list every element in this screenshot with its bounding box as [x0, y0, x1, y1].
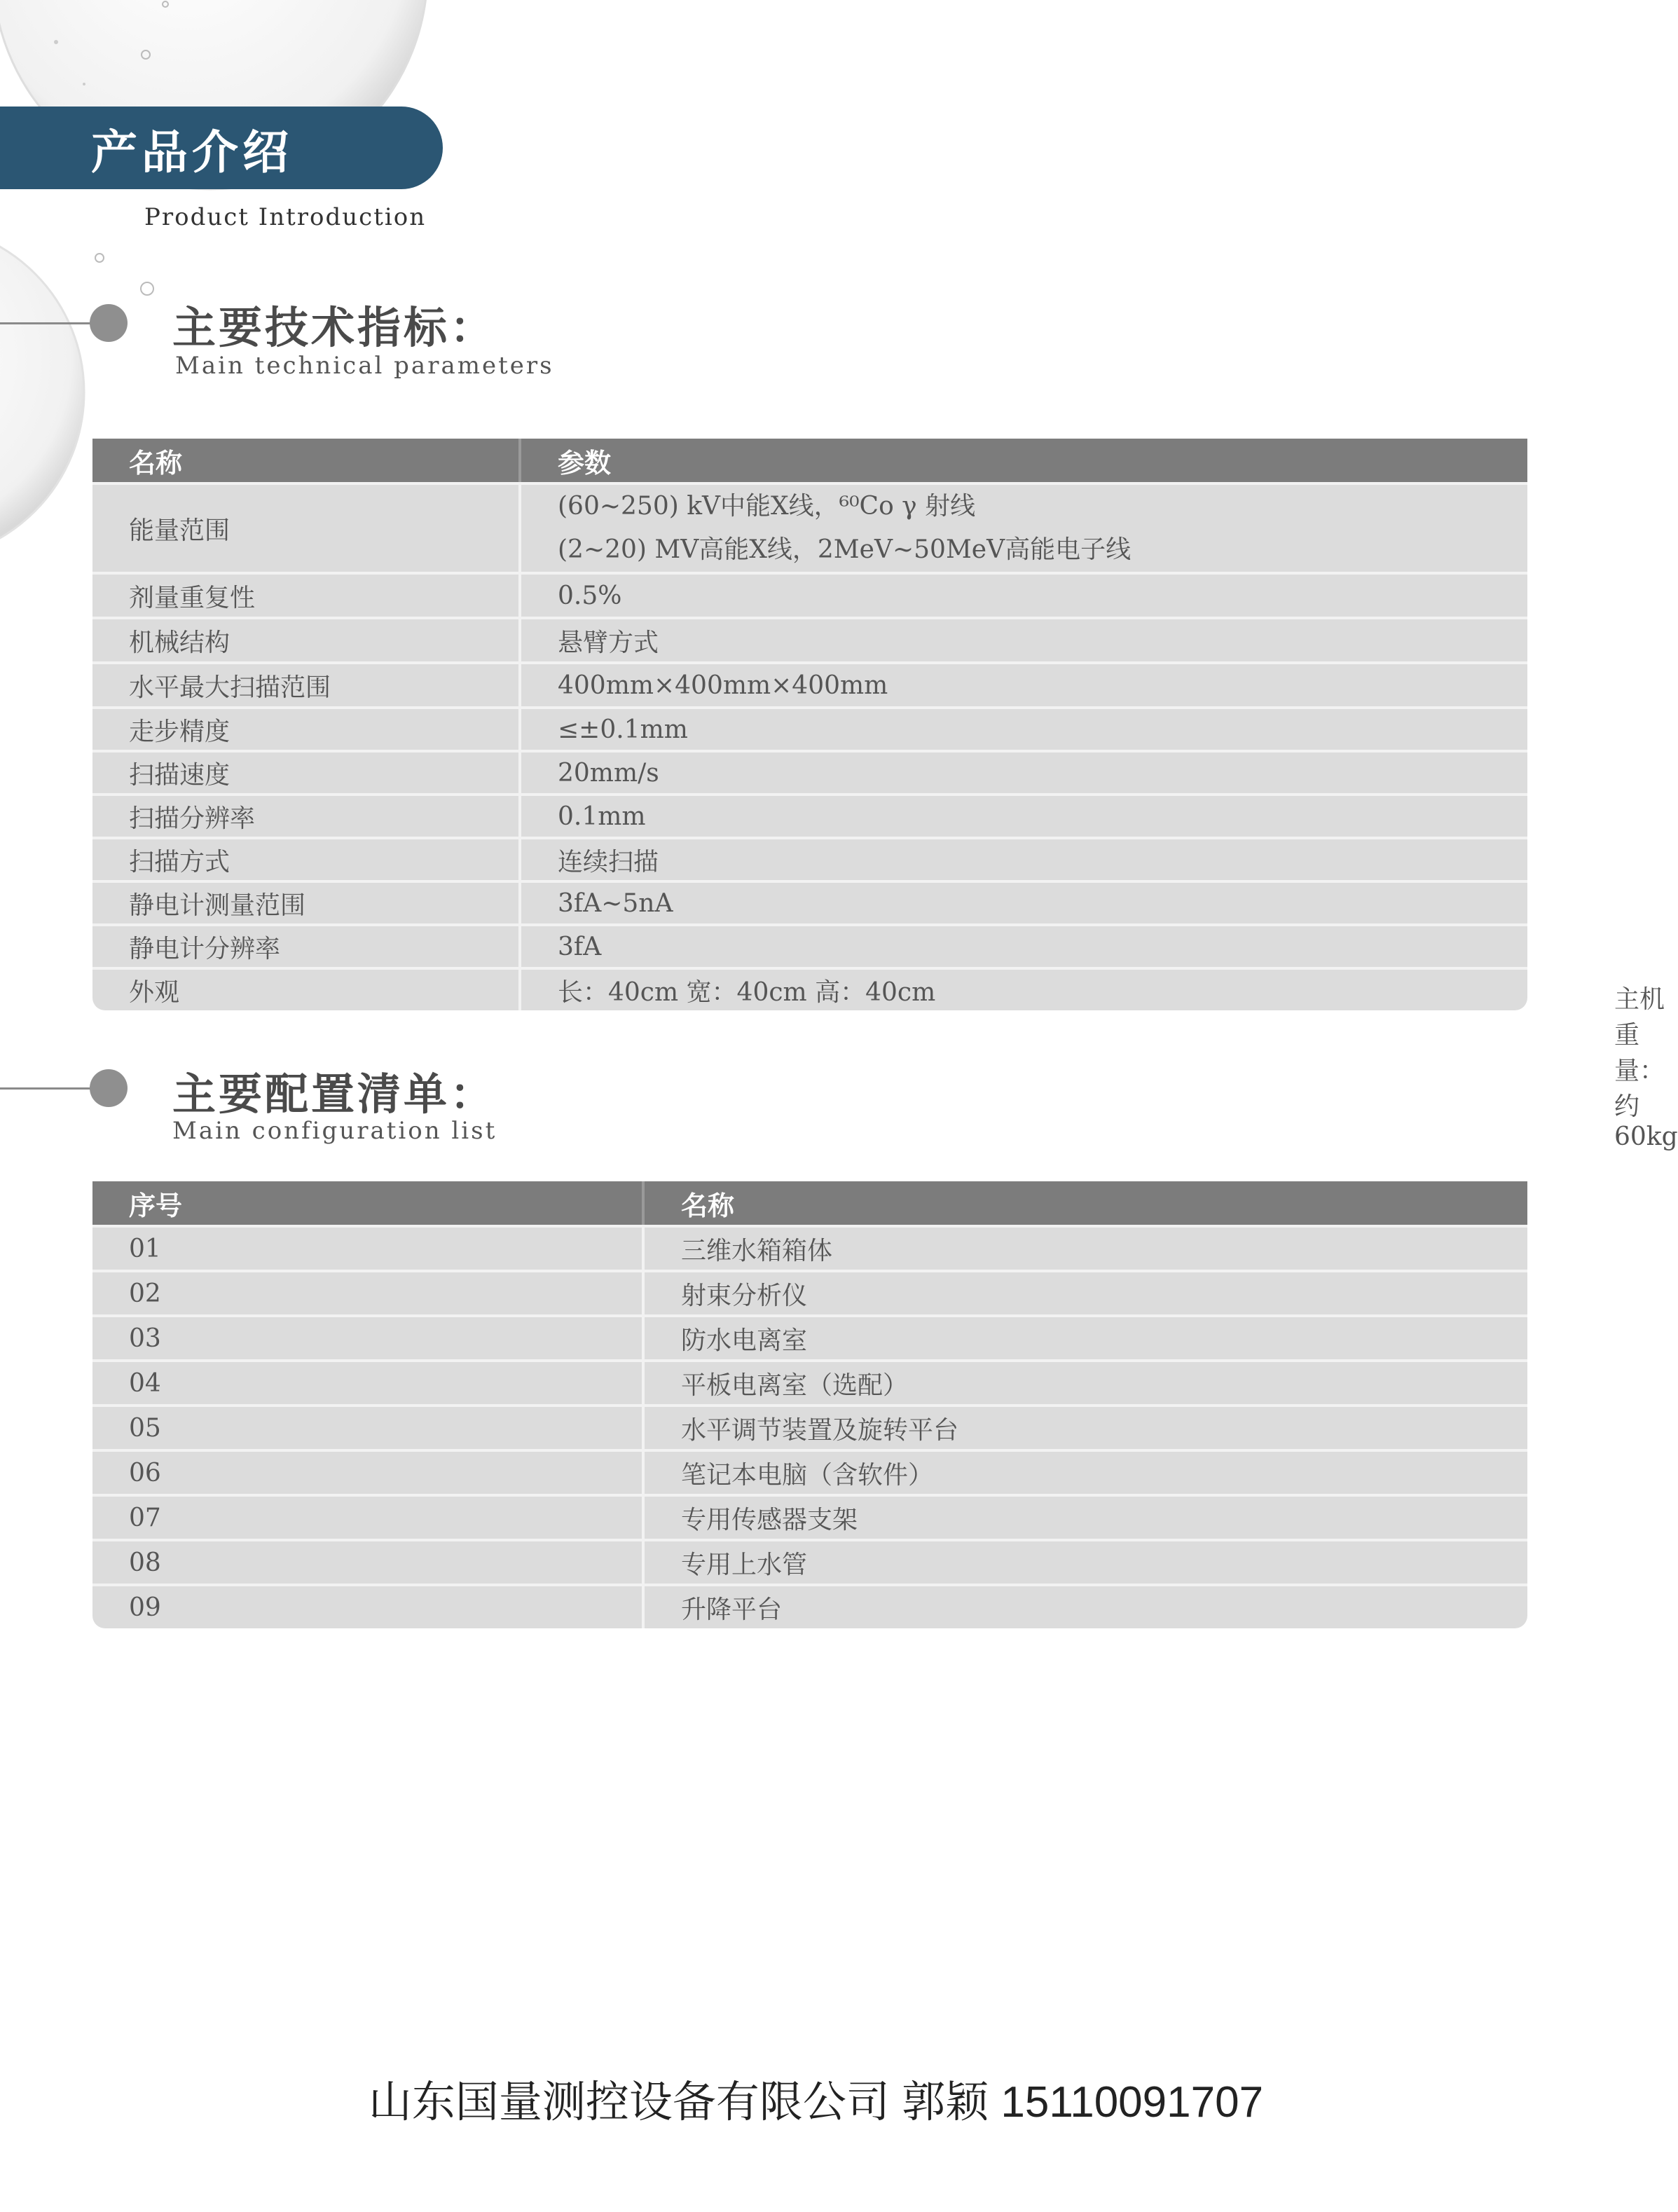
table-row: [92, 880, 1527, 923]
item-name: 笔记本电脑（含软件）: [645, 1449, 1527, 1494]
item-name: 平板电离室（选配）: [645, 1359, 1527, 1404]
item-number: 09: [92, 1584, 645, 1628]
table-row: [92, 1584, 1527, 1628]
table-row: [92, 967, 1527, 1010]
param-name: 外观: [92, 967, 521, 1010]
param-value: 3fA: [521, 923, 1527, 967]
table-row: [92, 750, 1527, 793]
param-value-line: (60~250) kV中能X线，⁶⁰Co γ 射线: [558, 492, 976, 521]
param-name: 走步精度: [92, 706, 521, 750]
item-number: 08: [92, 1539, 645, 1584]
param-value: 3fA~5nA: [521, 880, 1527, 923]
table-header-row: [92, 1181, 1527, 1225]
section2-title: 主要配置清单：: [172, 1069, 497, 1120]
table-row: [92, 1359, 1527, 1404]
param-value: 连续扫描: [521, 837, 1527, 880]
table-row: [92, 482, 1527, 572]
column-header: 序号: [92, 1181, 645, 1225]
item-name: 专用传感器支架: [645, 1494, 1527, 1539]
param-value: 悬臂方式: [521, 617, 1527, 661]
param-name: 静电计测量范围: [92, 880, 521, 923]
weight-text: 主机重量：约60kg: [1614, 985, 1678, 1151]
param-value: [521, 967, 1678, 1151]
item-number: 07: [92, 1494, 645, 1539]
section2-dot: [90, 1069, 128, 1107]
item-name: 水平调节装置及旋转平台: [645, 1404, 1527, 1449]
param-name: 剂量重复性: [92, 572, 521, 617]
section2-subtitle: Main configuration list: [172, 1117, 497, 1145]
table-row: [92, 1449, 1527, 1494]
param-value: 0.5%: [521, 572, 1527, 617]
item-name: 射束分析仪: [645, 1270, 1527, 1314]
table-row: [92, 1225, 1527, 1270]
param-name: 扫描速度: [92, 750, 521, 793]
page-title: 产品介绍: [91, 124, 293, 179]
param-value: 400mm×400mm×400mm: [521, 661, 1527, 706]
dimensions-text: 长：40cm 宽：40cm 高：40cm: [558, 977, 936, 1007]
item-number: 06: [92, 1449, 645, 1494]
param-value: ≤±0.1mm: [521, 706, 1527, 750]
section1-subtitle: Main technical parameters: [175, 352, 554, 380]
item-name: 专用上水管: [645, 1539, 1527, 1584]
table-row: [92, 661, 1527, 706]
column-header: 名称: [645, 1181, 1527, 1225]
param-name: 水平最大扫描范围: [92, 661, 521, 706]
product-intro-tab: [0, 107, 443, 189]
section1-title: 主要技术指标：: [172, 302, 497, 353]
table-row: [92, 1539, 1527, 1584]
param-name: 扫描分辨率: [92, 793, 521, 837]
table-row: [92, 572, 1527, 617]
param-value: 20mm/s: [521, 750, 1527, 793]
table-header-row: [92, 439, 1527, 482]
page-subtitle: Product Introduction: [144, 203, 427, 231]
configuration-list-table: [92, 1181, 1527, 1628]
table-row: [92, 1270, 1527, 1314]
item-name: 升降平台: [645, 1584, 1527, 1628]
item-number: 02: [92, 1270, 645, 1314]
param-name: 能量范围: [92, 482, 521, 572]
table-row: [92, 923, 1527, 967]
table-row: [92, 1494, 1527, 1539]
item-number: 03: [92, 1314, 645, 1359]
footer-contact: 山东国量测控设备有限公司 郭颖 15110091707: [368, 2078, 1264, 2127]
table-row: [92, 706, 1527, 750]
item-name: 防水电离室: [645, 1314, 1527, 1359]
item-number: 01: [92, 1225, 645, 1270]
section1-dot: [90, 304, 128, 342]
param-name: 扫描方式: [92, 837, 521, 880]
item-name: 三维水箱箱体: [645, 1225, 1527, 1270]
param-name: 机械结构: [92, 617, 521, 661]
param-value-line: (2~20) MV高能X线，2MeV~50MeV高能电子线: [558, 535, 1132, 564]
table-row: [92, 1314, 1527, 1359]
param-name: 静电计分辨率: [92, 923, 521, 967]
param-value: 0.1mm: [521, 793, 1527, 837]
param-value: [521, 482, 1527, 572]
item-number: 04: [92, 1359, 645, 1404]
column-header: 参数: [521, 439, 1527, 482]
table-row: [92, 837, 1527, 880]
column-header: 名称: [92, 439, 521, 482]
item-number: 05: [92, 1404, 645, 1449]
table-row: [92, 1404, 1527, 1449]
table-row: [92, 793, 1527, 837]
table-row: [92, 617, 1527, 661]
